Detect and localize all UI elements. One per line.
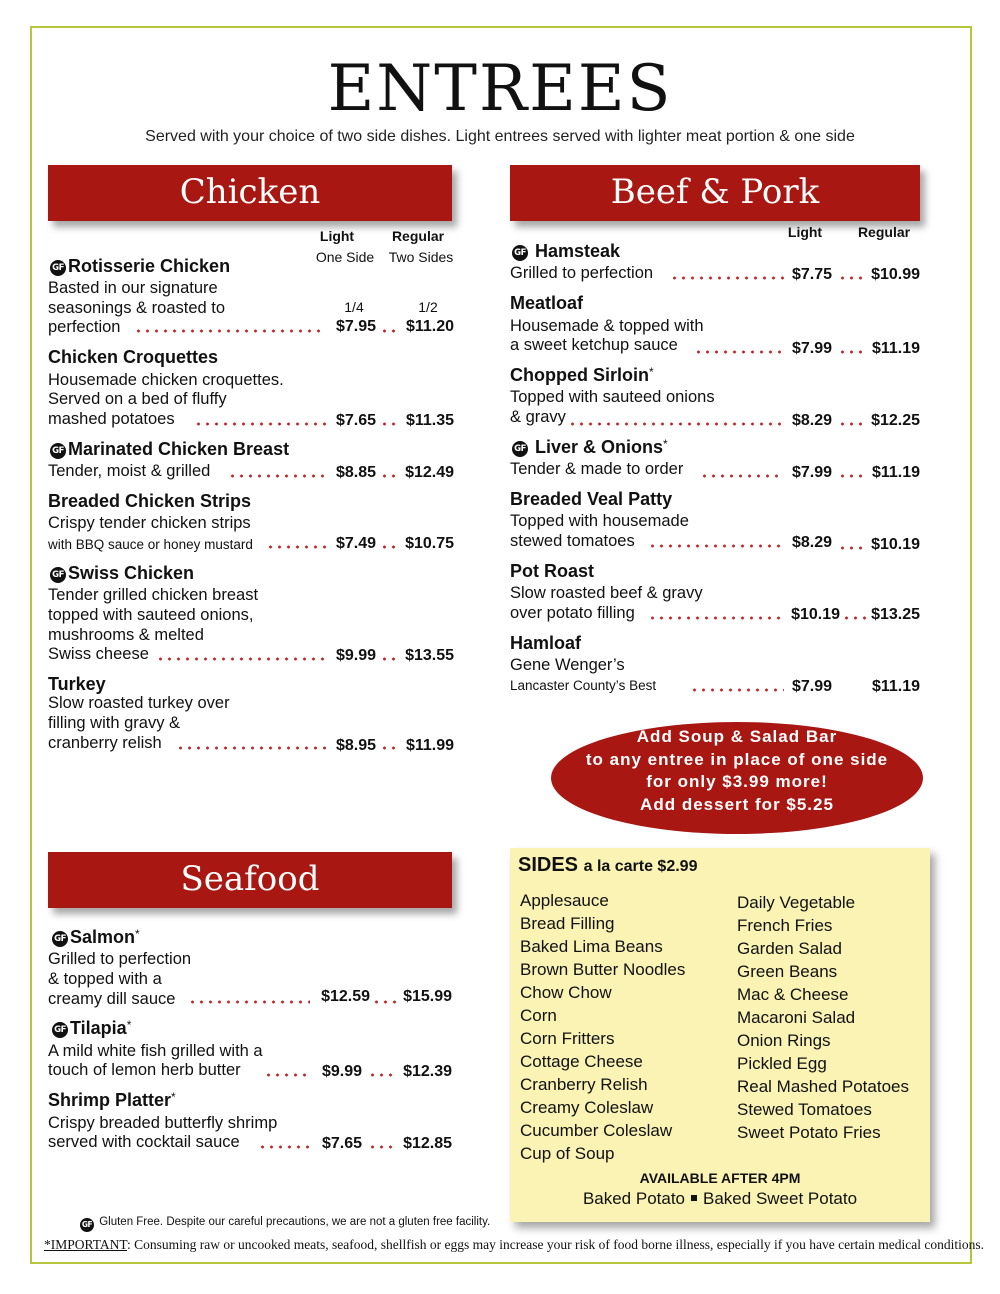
leader-dots (838, 474, 866, 478)
item-description: served with cocktail sauce (48, 1133, 240, 1151)
item-description: Gene Wenger’s (510, 656, 625, 674)
price-light: $7.65 (335, 412, 376, 429)
price-regular: $11.35 (405, 412, 454, 429)
leader-dots (838, 422, 866, 426)
price-light: $7.99 (791, 678, 832, 695)
gluten-free-icon: GF (80, 1218, 94, 1232)
item-name: Turkey (48, 674, 106, 694)
important-text: : Consuming raw or uncooked meats, seafood, shellfish or eggs may increase your risk of food borne illness, especially if you have certain medical conditions. (126, 1237, 984, 1252)
beef-light-header: Light (787, 224, 823, 240)
leader-dots (380, 474, 398, 478)
price-regular: $11.20 (405, 318, 454, 335)
item-description: touch of lemon herb butter (48, 1061, 241, 1079)
leader-dots (838, 276, 866, 280)
item-description: Served on a bed of fluffy (48, 390, 227, 408)
price-light: $10.19 (791, 606, 840, 623)
item-description: Crispy breaded butterfly shrimp (48, 1114, 278, 1132)
beef-pork-heading: Beef & Pork (610, 172, 820, 212)
item-description: mashed potatoes (48, 410, 175, 428)
item-description: Slow roasted beef & gravy (510, 584, 703, 602)
item-description: creamy dill sauce (48, 990, 176, 1008)
leader-dots (380, 329, 398, 333)
portion-light: 1/4 (344, 299, 364, 315)
side-item: Creamy Coleslaw (520, 1098, 654, 1117)
side-item: Bread Filling (520, 914, 615, 933)
gluten-free-icon: GF (50, 260, 66, 276)
item-description: Lancaster County’s Best (510, 678, 657, 693)
seafood-banner (48, 852, 452, 908)
side-item: Cranberry Relish (520, 1075, 648, 1094)
side-item: French Fries (737, 916, 833, 935)
side-item: Onion Rings (737, 1031, 831, 1050)
price-regular: $12.85 (403, 1135, 452, 1152)
leader-dots (380, 657, 398, 661)
item-description: a sweet ketchup sauce (510, 336, 678, 354)
promo-line: for only $3.99 more! (646, 772, 828, 791)
side-item: Chow Chow (520, 983, 612, 1002)
side-item: Cottage Cheese (520, 1052, 643, 1071)
side-item: Corn (520, 1006, 557, 1025)
item-description: & gravy (510, 408, 566, 426)
item-name: GF Salmon* (52, 927, 140, 948)
chicken-regular-header: Regular (391, 228, 445, 244)
item-description: Basted in our signature (48, 279, 218, 297)
gluten-free-icon: GF (50, 443, 66, 459)
leader-dots (380, 422, 398, 426)
side-item: Macaroni Salad (737, 1008, 856, 1027)
price-light: $8.95 (335, 737, 376, 754)
side-item: Stewed Tomatoes (737, 1100, 872, 1119)
leader-dots (194, 422, 326, 426)
leader-dots (690, 688, 784, 692)
item-description: Tender grilled chicken breast (48, 586, 259, 604)
side-item: Cup of Soup (520, 1144, 615, 1163)
baked-sweet-potato: Baked Sweet Potato (703, 1189, 858, 1208)
price-regular: $11.19 (871, 678, 920, 695)
item-description: Swiss cheese (48, 645, 149, 663)
price-regular: $12.49 (405, 464, 454, 481)
price-light: $8.29 (791, 534, 832, 551)
sides-list-left (520, 889, 685, 1165)
portion-regular: 1/2 (418, 299, 438, 315)
side-item: Mac & Cheese (737, 985, 849, 1004)
item-name: Shrimp Platter* (48, 1090, 176, 1110)
price-light: $12.59 (321, 988, 370, 1005)
side-item: Pickled Egg (737, 1054, 827, 1073)
gluten-free-icon: GF (512, 245, 528, 261)
item-description: topped with sauteed onions, (48, 606, 254, 624)
item-name: Chicken Croquettes (48, 347, 219, 367)
item-description: over potato filling (510, 604, 635, 622)
price-light: $7.65 (321, 1135, 362, 1152)
price-light: $7.75 (791, 266, 832, 283)
chicken-banner (48, 165, 452, 221)
leader-dots (838, 546, 866, 550)
leader-dots (176, 746, 326, 750)
sides-title: SIDES a la carte $2.99 (518, 854, 698, 876)
price-light: $9.99 (335, 647, 376, 664)
promo-line: to any entree in place of one side (585, 749, 889, 769)
leader-dots (838, 350, 866, 354)
leader-dots (694, 350, 784, 354)
item-name: Breaded Veal Patty (510, 489, 673, 509)
side-item: Green Beans (737, 962, 838, 981)
item-name: GF Swiss Chicken (50, 563, 194, 584)
item-name: GF Marinated Chicken Breast (50, 439, 289, 460)
leader-dots (368, 1145, 398, 1149)
item-description: stewed tomatoes (510, 532, 635, 550)
price-light: $8.85 (335, 464, 376, 481)
price-light: $8.29 (791, 412, 832, 429)
bullet-square-icon (691, 1195, 697, 1201)
price-regular: $10.99 (871, 266, 920, 283)
item-description: Housemade & topped with (510, 317, 704, 335)
leader-dots (380, 746, 398, 750)
chicken-heading: Chicken (179, 172, 321, 212)
price-regular: $13.25 (871, 606, 920, 623)
side-item: Garden Salad (737, 939, 842, 958)
leader-dots (648, 616, 784, 620)
page-title: ENTREES (327, 52, 673, 126)
price-regular: $12.25 (871, 412, 920, 429)
item-description: filling with gravy & (48, 714, 181, 732)
beef-pork-banner (510, 165, 920, 221)
item-description: mushrooms & melted (48, 626, 204, 644)
beef-regular-header: Regular (857, 224, 911, 240)
available-after-label: AVAILABLE AFTER 4PM (639, 1170, 801, 1186)
leader-dots (156, 657, 326, 661)
price-regular: $13.55 (405, 647, 454, 664)
item-description: Grilled to perfection (510, 264, 654, 282)
item-description: Tender & made to order (510, 460, 684, 478)
item-name: Meatloaf (510, 293, 584, 313)
item-description: seasonings & roasted to (48, 299, 226, 317)
item-description: A mild white fish grilled with a (48, 1042, 263, 1060)
leader-dots (700, 474, 784, 478)
sides-list-right (737, 891, 909, 1144)
item-name: Chopped Sirloin* (510, 365, 654, 385)
gluten-free-icon: GF (512, 441, 528, 457)
price-regular: $15.99 (403, 988, 452, 1005)
item-name: Pot Roast (510, 561, 595, 581)
side-item: Brown Butter Noodles (520, 960, 686, 979)
leader-dots (134, 329, 326, 333)
important-label: *IMPORTANT (44, 1237, 127, 1252)
side-item: Cucumber Coleslaw (520, 1121, 673, 1140)
promo-line: Add Soup & Salad Bar (636, 727, 838, 746)
gluten-free-icon: GF (50, 567, 66, 583)
seafood-heading: Seafood (180, 859, 320, 899)
price-light: $7.99 (791, 464, 832, 481)
item-name: Breaded Chicken Strips (48, 491, 252, 511)
side-item: Real Mashed Potatoes (737, 1077, 909, 1096)
chicken-regular-subheader: Two Sides (388, 249, 454, 265)
price-regular: $10.19 (871, 536, 920, 553)
item-description: perfection (48, 318, 121, 336)
side-item: Corn Fritters (520, 1029, 615, 1048)
leader-dots (264, 1073, 310, 1077)
side-item: Daily Vegetable (737, 893, 856, 912)
chicken-light-header: Light (319, 228, 355, 244)
gluten-free-note: GF Gluten Free. Despite our careful precautions, we are not a gluten free facility. (80, 1216, 490, 1232)
item-description: & topped with a (48, 970, 162, 988)
item-description: Grilled to perfection (48, 950, 192, 968)
price-regular: $11.19 (871, 340, 920, 357)
item-description: Topped with sauteed onions (510, 388, 715, 406)
item-name: GF Hamsteak (512, 241, 620, 262)
leader-dots (842, 616, 866, 620)
item-name: Hamloaf (510, 633, 582, 653)
item-description: Tender, moist & grilled (48, 462, 211, 480)
price-light: $7.49 (335, 535, 376, 552)
price-regular: $12.39 (403, 1063, 452, 1080)
item-description: with BBQ sauce or honey mustard (48, 537, 253, 552)
item-name: GF Tilapia* (52, 1018, 131, 1039)
side-item: Baked Lima Beans (520, 937, 663, 956)
baked-potato: Baked Potato (582, 1189, 686, 1208)
leader-dots (228, 474, 326, 478)
item-name: GF Rotisserie Chicken (50, 256, 230, 277)
leader-dots (380, 545, 398, 549)
gluten-free-icon: GF (52, 1022, 68, 1038)
leader-dots (648, 544, 784, 548)
page-subtitle: Served with your choice of two side dishes. Light entrees served with lighter meat portion & one side (145, 128, 855, 145)
item-description: Housemade chicken croquettes. (48, 371, 284, 389)
promo-line: Add dessert for $5.25 (640, 794, 834, 814)
leader-dots (368, 1073, 398, 1077)
price-regular: $10.75 (405, 535, 454, 552)
leader-dots (266, 545, 326, 549)
side-item: Applesauce (520, 891, 609, 910)
item-description: Crispy tender chicken strips (48, 514, 251, 532)
item-description: Topped with housemade (510, 512, 689, 530)
after-4pm-items (510, 1189, 930, 1209)
item-description: cranberry relish (48, 734, 162, 752)
item-name: GF Liver & Onions* (512, 437, 668, 458)
sides-panel (510, 848, 930, 1222)
side-item: Sweet Potato Fries (737, 1123, 881, 1142)
leader-dots (188, 1000, 310, 1004)
gluten-free-icon: GF (52, 931, 68, 947)
leader-dots (258, 1145, 310, 1149)
price-light: $7.99 (791, 340, 832, 357)
price-regular: $11.19 (871, 464, 920, 481)
leader-dots (670, 276, 784, 280)
soup-salad-promo (551, 722, 923, 834)
price-light: $7.95 (335, 318, 376, 335)
sides-price: a la carte $2.99 (583, 858, 698, 875)
price-light: $9.99 (321, 1063, 362, 1080)
chicken-light-subheader: One Side (315, 249, 375, 265)
price-regular: $11.99 (405, 737, 454, 754)
food-safety-warning (44, 1237, 984, 1253)
leader-dots (568, 422, 784, 426)
item-description: Slow roasted turkey over (48, 694, 230, 712)
